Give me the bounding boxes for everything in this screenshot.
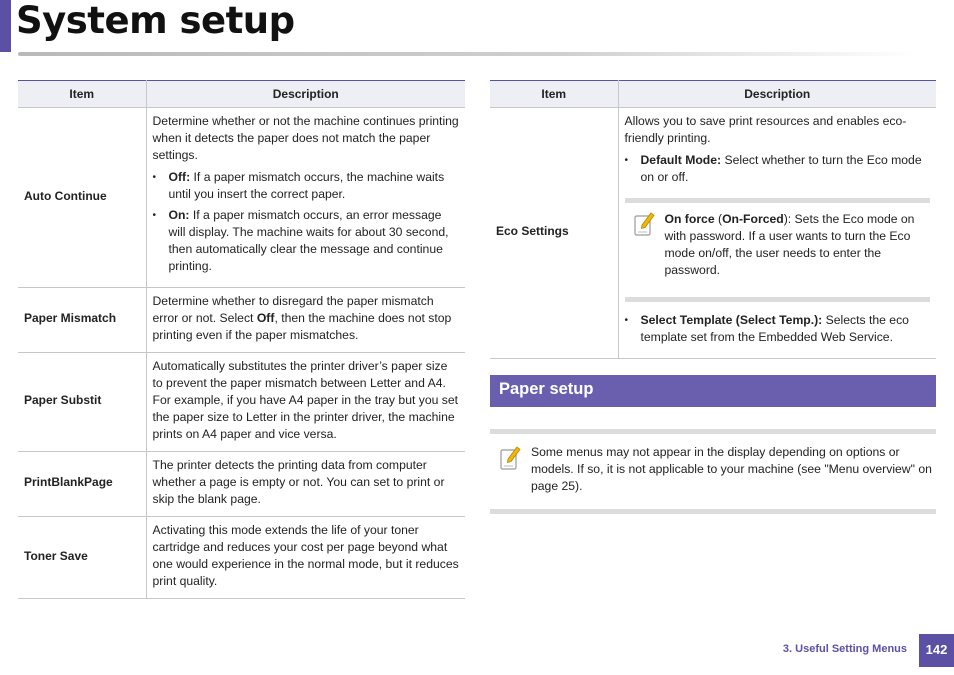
row-desc-toner-save [146,517,465,599]
description-part: , then the machine does not stop printing even if the paper mismatches. [152,311,452,342]
note-pencil-icon [633,211,655,237]
column-header-item: Item [490,81,618,108]
section-title: Paper setup [499,380,594,398]
settings-table-left [18,80,465,599]
row-item-paper-mismatch: Paper Mismatch [18,288,146,353]
table-row [18,288,465,353]
row-item-eco-settings: Eco Settings [490,108,618,359]
option-label: Default Mode: [640,153,722,167]
description-part: Determine whether to disregard the paper mismatch error or not. Select [152,294,434,325]
note-text: ( [714,212,723,226]
option-label: Off: [168,170,191,184]
row-desc-auto-continue [146,108,465,288]
description-text: Activating this mode extends the life of your toner cartridge and reduces your cost per page beyond what one would experience in the normal mode, but it reduces print quality. [152,523,459,588]
row-item-print-blank-page: PrintBlankPage [18,452,146,517]
list-item [153,169,460,203]
description-text: Allows you to save print resources and enables eco-friendly printing. [624,114,907,145]
page-number: 142 [919,634,954,667]
option-list [153,169,460,275]
paper-setup-note [490,429,936,514]
list-item [153,207,460,275]
row-desc-eco-settings [618,108,936,359]
title-accent-bar [0,0,11,52]
page-title: System setup [16,0,295,42]
row-item-toner-save: Toner Save [18,517,146,599]
option-list [625,152,931,186]
option-text: Select whether to turn the Eco mode on or off. [640,153,922,184]
note-text: ): Sets the Eco mode on with password. If a user wants to turn the Eco mode on/off, the user needs to enter the password. [664,212,915,277]
description-text: The printer detects the printing data from computer whether a page is empty or not. You can set to print or skip the blank page. [152,458,445,506]
note-bold: On-Forced [722,212,784,226]
column-header-item: Item [18,81,146,108]
row-desc-print-blank-page [146,452,465,517]
settings-table-right [490,80,936,359]
note-text: Some menus may not appear in the display depending on options or models. If so, it is not applicable to your machine (see "Menu overview" on page 25). [531,445,932,493]
column-header-description: Description [618,81,936,108]
table-row [490,108,936,359]
title-divider [18,52,918,56]
eco-note-box [625,198,931,302]
table-row [18,108,465,288]
table-row [18,517,465,599]
option-text: If a paper mismatch occurs, an error message will display. The machine waits for about 30 second, then automatically clear the message and continue printing. [168,208,449,273]
section-heading-paper-setup [490,375,936,407]
row-desc-paper-substit [146,353,465,452]
description-text [153,293,460,344]
option-text: If a paper mismatch occurs, the machine waits until you insert the correct paper. [168,170,445,201]
option-label: Select Template (Select Temp.): [640,313,823,327]
option-list [625,312,931,346]
option-text: Selects the eco template set from the Embedded Web Service. [640,313,909,344]
option-label: On: [168,208,190,222]
footer-chapter-link[interactable]: 3. Useful Setting Menus [782,643,907,655]
table-header-row [490,81,936,108]
row-desc-paper-mismatch [146,288,465,353]
row-item-paper-substit: Paper Substit [18,353,146,452]
note-pencil-icon [499,445,521,471]
row-item-auto-continue: Auto Continue [18,108,146,288]
column-header-description: Description [146,81,465,108]
table-row [18,452,465,517]
description-bold: Off [256,311,275,325]
description-text: Automatically substitutes the printer driver’s paper size to prevent the paper mismatch between Letter and A4. For example, if you have A4 paper in the tray but you set the paper size to Letter in the printer driver, the machine prints on A4 paper and vice versa. [152,359,459,441]
note-bold: On force [664,212,715,226]
list-item [625,152,931,186]
list-item [625,312,931,346]
table-row [18,353,465,452]
description-text: Determine whether or not the machine continues printing when it detects the paper does not match the paper settings. [152,114,459,162]
table-header-row [18,81,465,108]
